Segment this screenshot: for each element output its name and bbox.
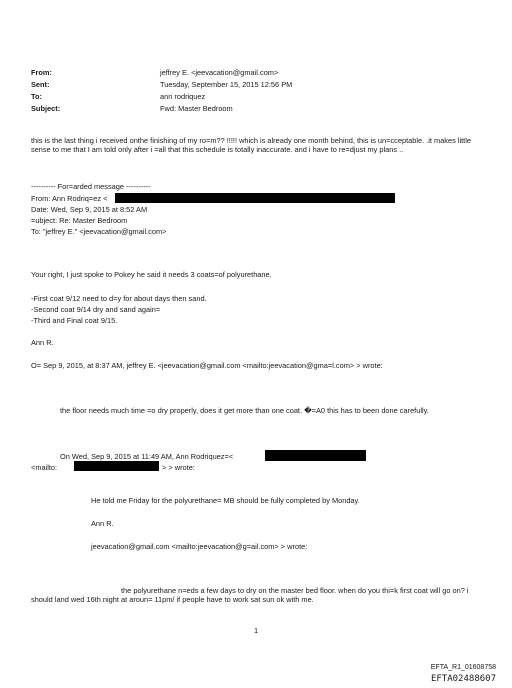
nested-quote-body: He told me Friday for the polyurethane= MB should be fully completed by Monday. [91,496,360,505]
subject-label: Subject: [31,104,61,113]
bates-number: EFTA02488607 [430,674,496,684]
signature: Ann R. [31,338,54,347]
message-paragraph: this is the last thing i received onthe finishing of my ro=m?? !!!!! which is already one month behind, this is un=cceptable. .it makes little sense to me that I am told only after i =all that this schedule is totally inaccurate. and i have to re=djust my plans .. [31,136,471,155]
forward-subject: =ubject: Re: Master Bedroom [31,216,128,225]
schedule-line-2: -Second coat 9/14 dry and sand again= [31,305,161,314]
schedule-line-3: -Third and Final coat 9/15. [31,316,118,325]
forward-from: From: Ann Rodriq=ez < [31,194,108,203]
redaction-bar [74,461,159,471]
sent-value: Tuesday, September 15, 2015 12:56 PM [160,80,293,89]
forward-to: To: "jeffrey E." <jeevacation@gmail.com> [31,227,167,236]
document-reference: EFTA_R1_01608758 [430,664,496,671]
page-number: 1 [254,626,259,635]
nested-quote-wrote: > > wrote: [162,463,195,472]
schedule-line-1: -First coat 9/12 need to d=y for about days then sand. [31,294,207,303]
nested-quote-header: On Wed, Sep 9, 2015 at 11:49 AM, Ann Rodriquez=< [60,452,234,461]
reply-text: Your right, I just spoke to Pokey he said it needs 3 coats=of polyurethane. [31,270,272,279]
nested-quote-mailto: <mailto: [31,463,58,472]
inner-quote-header: jeevacation@gmail.com <mailto:jeevacation@g=ail.com> > wrote: [91,542,308,551]
subject-value: Fwd: Master Bedroom [160,104,233,113]
to-value: ann rodriquez [160,92,206,101]
redaction-bar [265,450,366,461]
to-label: To: [31,92,42,101]
from-value: jeffrey E. <jeevacation@gmail.com> [160,68,279,77]
forward-date: Date: Wed, Sep 9, 2015 at 8:52 AM [31,205,148,214]
nested-signature: Ann R. [91,519,114,528]
sent-label: Sent: [31,80,50,89]
forward-separator: ---------- For=arded message ---------- [31,182,151,191]
quote-header: O= Sep 9, 2015, at 8:37 AM, jeffrey E. <jeevacation@gmail.com <mailto:jeevacation@gma=l.com> > wrote: [31,361,383,370]
from-label: From: [31,68,52,77]
inner-quote-body: the polyurethane n=eds a few days to dry on the master bed floor. when do you thi=k first coat will go on? i should land wed 16th night at aroun= 11pm/ if people have to work sat sun ok with me. [31,586,469,605]
quote-body: the floor needs much time =o dry properly, does it get more than one coat. �=A0 this has to been done carefully. [60,406,429,415]
redaction-bar [115,193,395,203]
